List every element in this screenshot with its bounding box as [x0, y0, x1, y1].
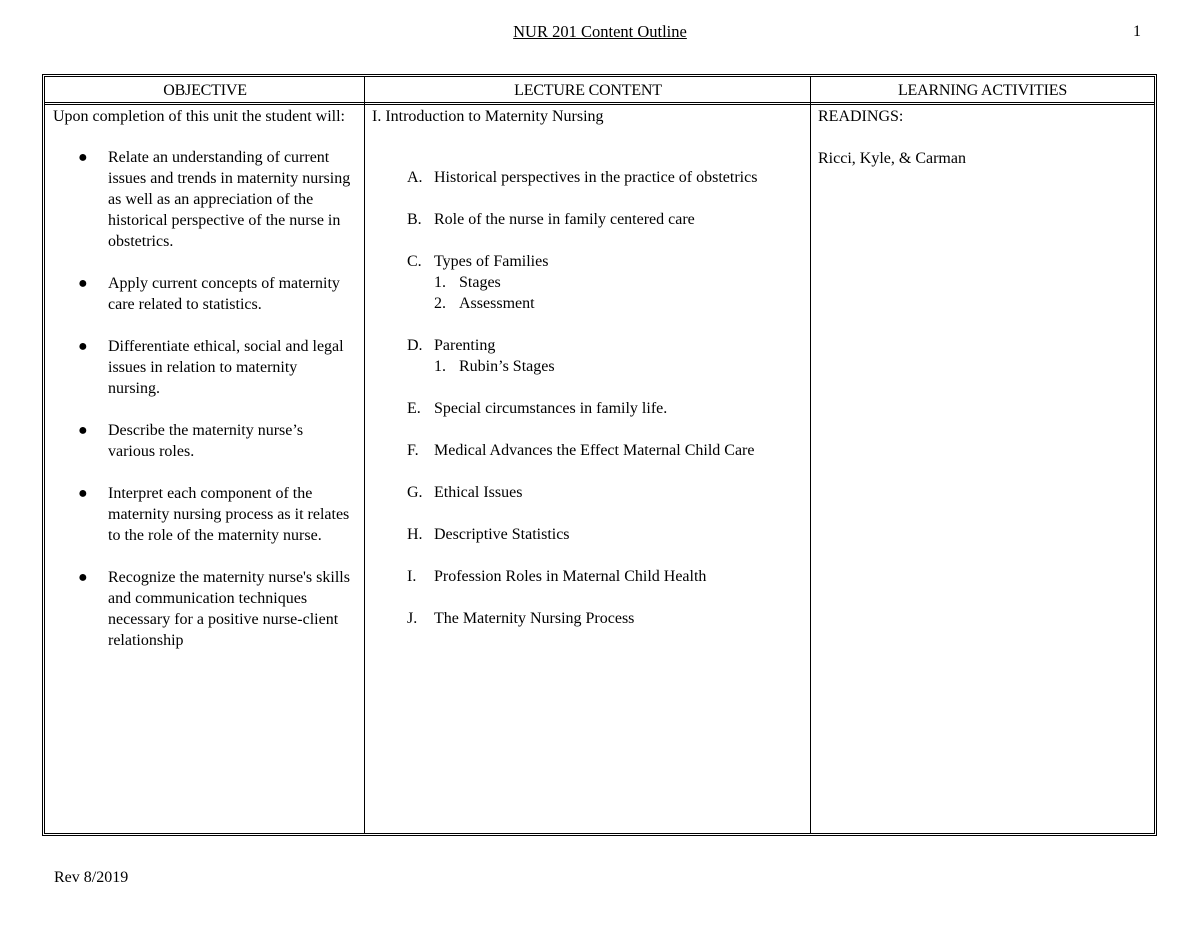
- subtopic-list: [434, 356, 794, 377]
- subtopic-text: Stages: [459, 274, 501, 291]
- lecture-topic: [372, 440, 794, 461]
- lecture-content-cell: [372, 106, 802, 650]
- objective-item: [53, 273, 353, 315]
- topic-letter: D.: [407, 337, 423, 354]
- subtopic-number: 1.: [434, 358, 446, 375]
- lecture-topic: [372, 524, 794, 545]
- subtopic-text: Assessment: [459, 295, 535, 312]
- learning-activities-cell: [818, 106, 1148, 169]
- bullet-icon: ●: [78, 149, 88, 166]
- topic-text: Profession Roles in Maternal Child Health: [434, 568, 707, 585]
- lecture-topic-list: [372, 167, 802, 629]
- bullet-icon: ●: [78, 485, 88, 502]
- objective-list: [53, 147, 358, 651]
- lecture-topic: [372, 482, 794, 503]
- topic-text: Special circumstances in family life.: [434, 400, 668, 417]
- topic-letter: I.: [407, 568, 417, 585]
- objective-item-text: Apply current concepts of maternity care related to statistics.: [108, 275, 340, 313]
- objective-item-text: Interpret each component of the maternity nursing process as it relates to the role of the maternity nurse.: [108, 485, 350, 544]
- lecture-topic: [372, 566, 794, 587]
- topic-letter: J.: [407, 610, 418, 627]
- subtopic-number: 2.: [434, 295, 446, 312]
- topic-text: Role of the nurse in family centered care: [434, 211, 695, 228]
- objective-item: [53, 336, 353, 399]
- lecture-topic: [372, 251, 794, 314]
- topic-text: Historical perspectives in the practice of obstetrics: [434, 169, 758, 186]
- topic-letter: A.: [407, 169, 423, 186]
- subtopic-text: Rubin’s Stages: [459, 358, 555, 375]
- topic-letter: B.: [407, 211, 422, 228]
- bullet-icon: ●: [78, 338, 88, 355]
- page-number: 1: [1133, 23, 1141, 40]
- bullet-icon: ●: [78, 275, 88, 292]
- topic-letter: G.: [407, 484, 423, 501]
- objective-item-text: Differentiate ethical, social and legal issues in relation to maternity nursing.: [108, 338, 344, 397]
- readings-text: Ricci, Kyle, & Carman: [818, 150, 966, 167]
- lecture-title: I. Introduction to Maternity Nursing: [372, 108, 604, 125]
- column-divider-1: [364, 77, 365, 833]
- objective-item-text: Relate an understanding of current issues and trends in maternity nursing as well as an appreciation of the historical perspective of the nurse in obstetrics.: [108, 149, 351, 250]
- readings-heading: READINGS:: [818, 108, 904, 125]
- topic-text: Types of Families: [434, 253, 549, 270]
- topic-text: Medical Advances the Effect Maternal Child Care: [434, 442, 755, 459]
- subtopic-number: 1.: [434, 274, 446, 291]
- bullet-icon: ●: [78, 422, 88, 439]
- topic-text: Ethical Issues: [434, 484, 523, 501]
- column-divider-2: [810, 77, 811, 833]
- table-header-row: [45, 77, 1154, 105]
- topic-text: Descriptive Statistics: [434, 526, 570, 543]
- content-outline-table: [42, 74, 1157, 836]
- objective-item: [53, 420, 353, 462]
- lecture-topic: [372, 209, 794, 230]
- topic-letter: F.: [407, 442, 419, 459]
- objective-intro: Upon completion of this unit the student will:: [53, 108, 345, 125]
- topic-letter: E.: [407, 400, 421, 417]
- subtopic-item: [434, 293, 794, 314]
- objective-item-text: Describe the maternity nurse’s various roles.: [108, 422, 304, 460]
- header-learning-activities: LEARNING ACTIVITIES: [897, 82, 1068, 99]
- topic-letter: C.: [407, 253, 422, 270]
- lecture-topic: [372, 398, 794, 419]
- subtopic-list: [434, 272, 794, 314]
- topic-text: Parenting: [434, 337, 496, 354]
- topic-text: The Maternity Nursing Process: [434, 610, 635, 627]
- header-objective: OBJECTIVE: [163, 82, 247, 99]
- objective-cell: [53, 106, 358, 672]
- subtopic-item: [434, 272, 794, 293]
- subtopic-item: [434, 356, 794, 377]
- revision-footer: Rev 8/2019: [54, 869, 129, 886]
- bullet-icon: ●: [78, 569, 88, 586]
- lecture-topic: [372, 167, 794, 188]
- document-title: NUR 201 Content Outline: [513, 22, 687, 41]
- lecture-topic: [372, 335, 794, 377]
- header-lecture-content: LECTURE CONTENT: [514, 82, 662, 99]
- objective-item: [53, 147, 353, 252]
- lecture-topic: [372, 608, 794, 629]
- topic-letter: H.: [407, 526, 423, 543]
- objective-item-text: Recognize the maternity nurse's skills and communication techniques necessary for a positive nurse-client relationship: [108, 569, 350, 649]
- objective-item: [53, 567, 353, 651]
- objective-item: [53, 483, 353, 546]
